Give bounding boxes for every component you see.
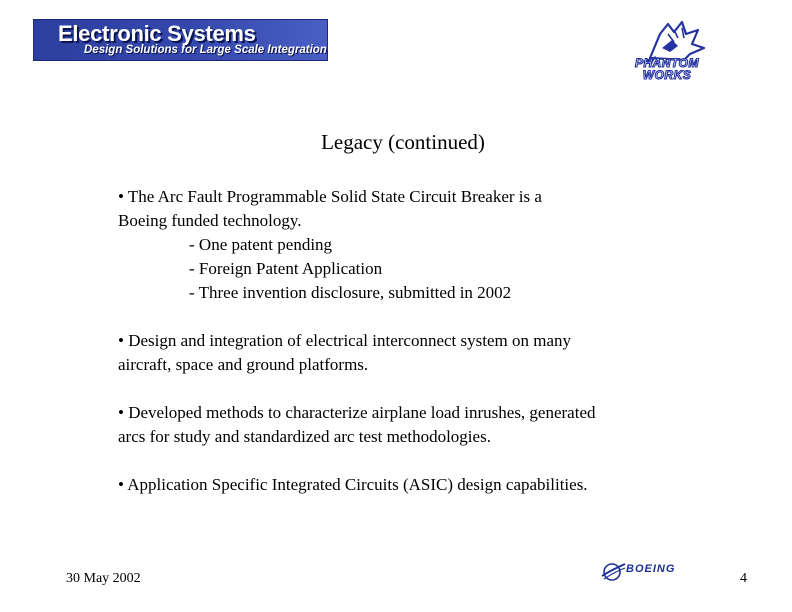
bullet-1-line-1: • The Arc Fault Programmable Solid State Circuit Breaker is a [118, 187, 542, 206]
sub-item: - Three invention disclosure, submitted in 2002 [189, 283, 512, 302]
page-number: 4 [740, 571, 747, 586]
bullet-3-line-1: • Developed methods to characterize airplane load inrushes, generated [118, 403, 596, 422]
phantom-wordmark: PHANTOM [635, 56, 699, 70]
bullet-2-line-1: • Design and integration of electrical interconnect system on many [118, 331, 571, 350]
sub-item: - One patent pending [189, 235, 333, 254]
boeing-logo [600, 560, 705, 584]
boeing-symbol-icon [600, 560, 626, 584]
works-wordmark: WORKS [642, 68, 692, 82]
bullet-1-line-2: Boeing funded technology. [118, 211, 302, 230]
electronic-systems-banner [33, 19, 328, 61]
banner-title: Electronic Systems [58, 21, 256, 46]
footer-date: 30 May 2002 [66, 571, 141, 586]
boeing-wordmark: BOEING [626, 563, 676, 575]
slide-title: Legacy (continued) [321, 130, 485, 154]
bullet-4-line-1: • Application Specific Integrated Circuits (ASIC) design capabilities. [118, 475, 588, 494]
bullet-2-line-2: aircraft, space and ground platforms. [118, 355, 369, 374]
slide-body [118, 185, 718, 497]
phantom-works-logo [612, 18, 722, 84]
banner-subtitle: Design Solutions for Large Scale Integration [84, 44, 327, 56]
sub-item: - Foreign Patent Application [189, 259, 383, 278]
bullet-3-line-2: arcs for study and standardized arc test methodologies. [118, 427, 491, 446]
